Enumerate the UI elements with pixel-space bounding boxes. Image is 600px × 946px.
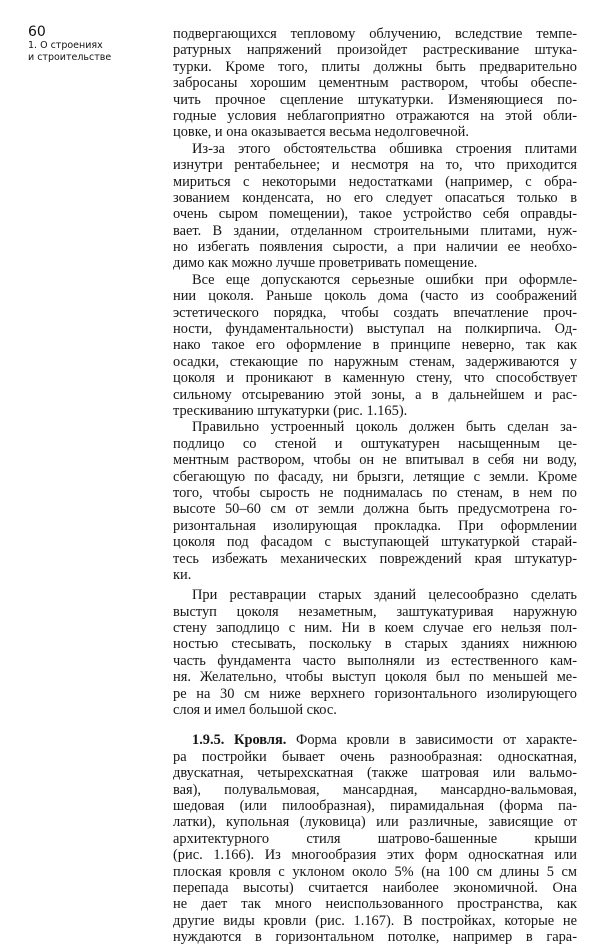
section-spacer — [173, 718, 577, 732]
running-section-title-line-2: и строительстве — [28, 52, 112, 63]
text-line: чить прочное сцепление штукатурки. Изменяющиеся по- — [173, 91, 577, 108]
text-line: стену заподлицо с ним. Ни в коем случае его нельзя пол- — [173, 620, 577, 637]
text-line: ментным раствором, чтобы он не впитывал в себя ни воду, — [173, 452, 577, 469]
text-line: цоколя и проникают в каменную стену, что способствует — [173, 370, 577, 387]
page-number: 60 — [28, 24, 46, 40]
text-line: осадки, стекающие по наружным стенам, задерживаются у — [173, 353, 577, 370]
section-heading: 1.9.5. Кровля. — [192, 732, 287, 749]
text-line: Правильно устроенный цоколь должен быть сделан за- — [192, 419, 577, 436]
text-line: ки. — [173, 566, 192, 583]
text-line: трескиванию штукатурки (рис. 1.165). — [173, 402, 408, 419]
text-line: нако такое его оформление в принципе неверно, так как — [173, 337, 577, 354]
text-line: очень сыром помещении), такое устройство себя оправды- — [173, 206, 577, 223]
text-line: латки), купольная (луковица) или различные, зависящие от — [173, 814, 577, 831]
text-line: подвергающихся тепловому облучению, вследствие темпе- — [173, 26, 577, 42]
text-line: ности, фундаментальности) выступал на полкирпича. Од- — [173, 321, 577, 338]
text-line: (рис. 1.166). Из многообразия этих форм односкатная или — [173, 847, 577, 864]
margin-header — [28, 24, 168, 64]
text-line: сильному отсыреванию этой зоны, а в дальнейшем и рас- — [173, 386, 577, 403]
text-line: того, чтобы сырость не поднималась по стенам, в нем по — [173, 484, 577, 501]
text-line: нуждаются в горизонтальном потолке, например в гара- — [173, 929, 577, 946]
body-text-column — [173, 26, 577, 945]
text-line: тесь избежать механических повреждений края штукатур- — [173, 550, 577, 567]
text-line: слоя и имел большой скос. — [173, 702, 337, 719]
text-line: нии цоколя. Раньше цоколь дома (часто из соображений — [173, 288, 577, 305]
text-line: ра постройки бывает очень разнообразная: односкатная, — [173, 748, 577, 765]
text-line: Из-за этого обстоятельства обшивка строения плитами — [192, 140, 577, 157]
text-line: вает. В здании, отделанном строительными плитами, нуж- — [173, 222, 577, 239]
text-line: но избегать появления сырости, а при наличии ее необхо- — [173, 239, 577, 256]
paragraph-facing-plates — [173, 26, 577, 141]
text-line: годные условия неблагоприятно отражаются на этой обли- — [173, 107, 577, 124]
text-line: плоская кровля с уклоном около 5% (на 100 см длины 5 см — [173, 863, 577, 880]
text-line: ре на 30 см ниже верхнего горизонтального изолирующего — [173, 685, 577, 702]
text-line: сбегающую по фасаду, ни брызги, летящие с земли. Кроме — [173, 468, 577, 485]
text-line: не дает так много неиспользованного пространства, как — [173, 896, 577, 913]
text-line: ратурных напряжений произойдет растрескивание штука- — [173, 42, 577, 59]
text-line: ностью стесывать, поскольку в старых зданиях нижнюю — [173, 636, 577, 653]
paragraph-restoration — [173, 587, 577, 718]
paragraph-plinth-errors — [173, 272, 577, 420]
text-line: цоколя под фасадом с выступающей штукатуркой старай- — [173, 534, 577, 551]
text-line: ня. Желательно, чтобы выступ цоколя был по меньшей ме- — [173, 669, 577, 686]
text-line: димо как можно лучше проветривать помещение. — [173, 255, 478, 272]
text-line: перепада высоты) считается наиболее экономичной. Она — [173, 879, 577, 896]
text-line: забросаны хорошим цементным раствором, чтобы обеспе- — [173, 75, 577, 92]
text-line: архитектурного стиля шатрово-башенные крыши — [173, 830, 577, 847]
text-line: шедовая (или пилообразная), пирамидальная (форма па- — [173, 797, 577, 814]
paragraph-correct-plinth — [173, 419, 577, 583]
text-line: цовке, и она оказывается весьма недолговечной. — [173, 124, 469, 141]
text-line: ризонтальная изолирующая прокладка. При оформлении — [173, 517, 577, 534]
heading-run-in-text: Форма кровли в зависимости от характе- — [286, 732, 578, 749]
text-line: выступ цоколя незаметным, заштукатуривая наружную — [173, 603, 577, 620]
text-line: двускатная, четырехскатная (также шатровая или вальмо- — [173, 765, 577, 782]
paragraph-interior-cladding — [173, 141, 577, 272]
text-line: вая), полувальмовая, мансардная, мансардно-вальмовая, — [173, 781, 577, 798]
text-line: высоте 50–60 см от земли должна быть предусмотрена го- — [173, 501, 577, 518]
text-line: Все еще допускаются серьезные ошибки при оформле- — [192, 271, 577, 288]
text-line: другие виды кровли (рис. 1.167). В постройках, которые не — [173, 912, 577, 929]
text-line: эстетического порядка, чтобы создать впечатление проч- — [173, 304, 577, 321]
text-line: подлицо со стеной и оштукатурен насыщенным це- — [173, 435, 577, 452]
text-line: изнутри рентабельнее; и несмотря на то, что приходится — [173, 157, 577, 174]
text-line: мириться с некоторыми недостатками (например, с обра- — [173, 173, 577, 190]
paragraph-roofing-section — [173, 732, 577, 945]
text-line: турки. Кроме того, плиты должны быть предварительно — [173, 58, 577, 75]
text-line: часть фундамента часто выполняли из естественного кам- — [173, 652, 577, 669]
text-line — [173, 732, 577, 748]
text-line: При реставрации старых зданий целесообразно сделать — [192, 587, 577, 604]
text-line: зованием конденсата, но его следует опасаться только в — [173, 189, 577, 206]
running-section-title-line-1: 1. О строениях — [28, 40, 103, 51]
